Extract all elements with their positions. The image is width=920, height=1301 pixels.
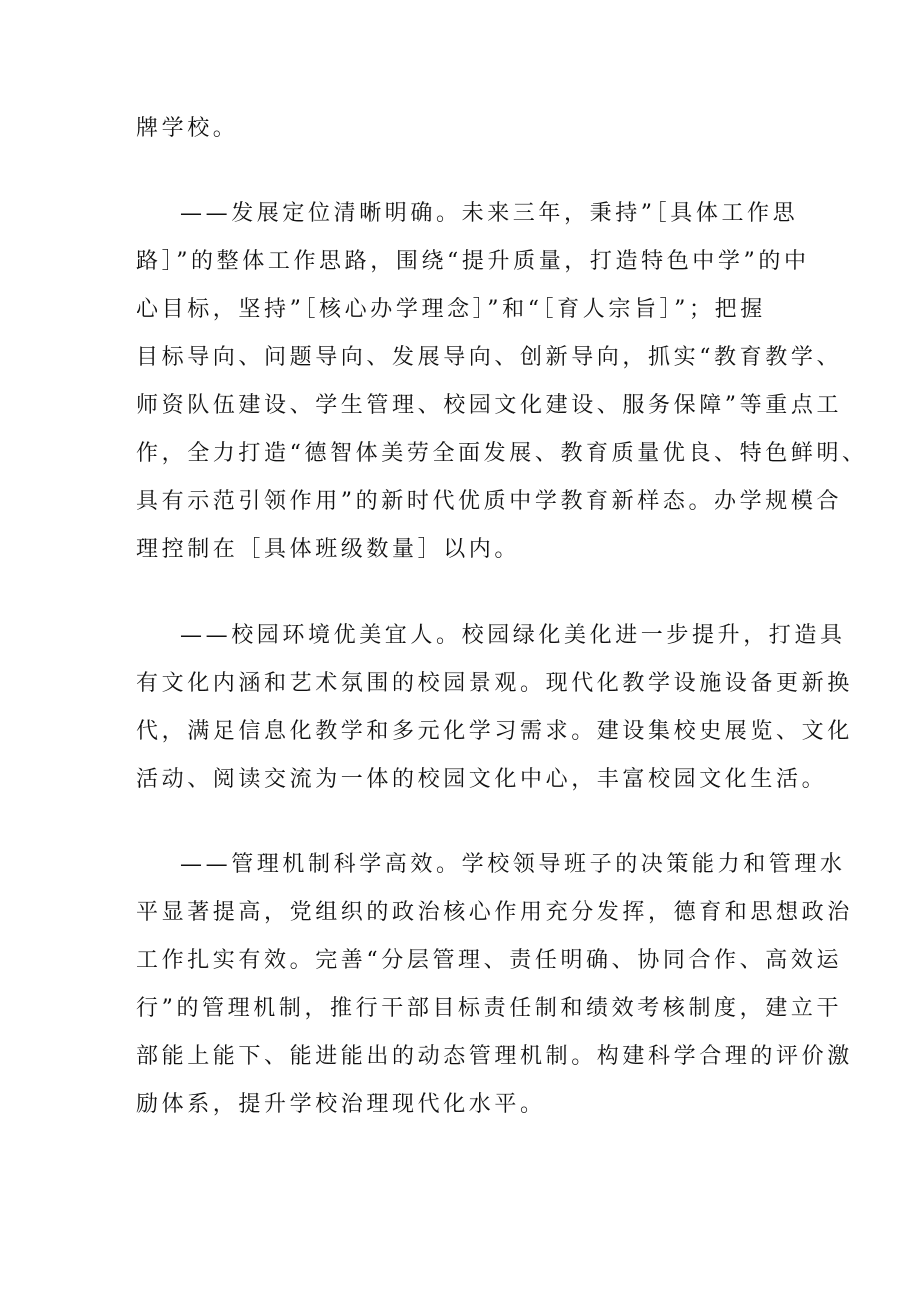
paragraph-line: 理控制在［具体班级数量］以内。	[136, 537, 521, 562]
paragraph-line: 行”的管理机制，推行干部目标责任制和绩效考核制度，建立干	[136, 996, 843, 1021]
paragraph-line: 励体系，提升学校治理现代化水平。	[136, 1092, 546, 1117]
paragraph-line: 作，全力打造“德智体美劳全面发展、教育质量优良、特色鲜明、	[136, 441, 868, 466]
paragraph-line: 代，满足信息化教学和多元化学习需求。建设集校史展览、文化	[136, 719, 853, 744]
paragraph-line: 师资队伍建设、学生管理、校园文化建设、服务保障”等重点工	[136, 393, 843, 418]
paragraph-line: 活动、阅读交流为一体的校园文化中心，丰富校园文化生活。	[136, 767, 828, 792]
paragraph-line: ——校园环境优美宜人。校园绿化美化进一步提升，打造具	[180, 623, 846, 648]
paragraph-line: 有文化内涵和艺术氛围的校园景观。现代化教学设施设备更新换	[136, 671, 853, 696]
paragraph-line: 具有示范引领作用”的新时代优质中学教育新样态。办学规模合	[136, 489, 843, 514]
paragraph-line: 平显著提高，党组织的政治核心作用充分发挥，德育和思想政治	[136, 900, 853, 925]
paragraph-line: 工作扎实有效。完善“分层管理、责任明确、协同合作、高效运	[136, 948, 843, 973]
paragraph-line: 目标导向、问题导向、发展导向、创新导向，抓实“教育教学、	[136, 345, 843, 370]
paragraph-line: 路］”的整体工作思路，围绕“提升质量，打造特色中学”的中	[136, 249, 810, 274]
paragraph-line: ——发展定位清晰明确。未来三年，秉持”［具体工作思	[180, 201, 799, 226]
paragraph-line: 心目标，坚持”［核心办学理念］”和“［育人宗旨］”；把握	[136, 297, 766, 322]
paragraph-line: 牌学校。	[136, 116, 239, 141]
paragraph-line: 部能上能下、能进能出的动态管理机制。构建科学合理的评价激	[136, 1044, 853, 1069]
paragraph-line: ——管理机制科学高效。学校领导班子的决策能力和管理水	[180, 852, 846, 877]
